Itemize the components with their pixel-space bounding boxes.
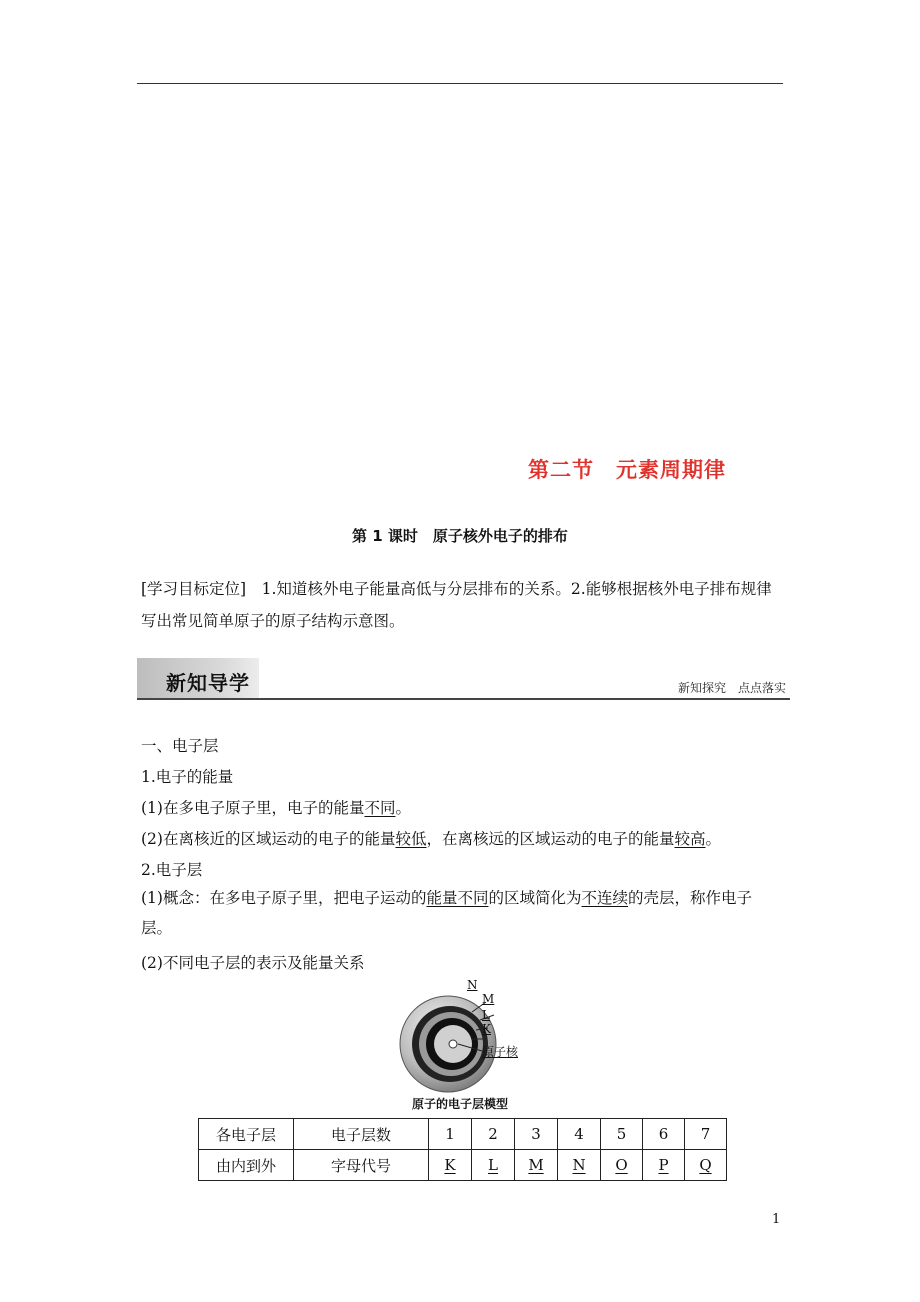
text: ，在离核远的区域运动的电子的能量 xyxy=(426,830,675,848)
row-label: 字母代号 xyxy=(294,1150,429,1181)
electron-shell-model-figure xyxy=(396,980,526,1098)
row-label: 电子层数 xyxy=(294,1119,429,1150)
atom-shell-diagram xyxy=(396,980,526,1098)
text: (1)在多电子原子里，电子的能量 xyxy=(141,799,365,817)
figure-caption: 原子的电子层模型 xyxy=(411,1097,508,1111)
paragraph-2 xyxy=(141,827,721,849)
goals-label: [学习目标定位] xyxy=(141,580,247,598)
text: 。 xyxy=(705,830,722,848)
shell-label-k: K xyxy=(482,1022,491,1036)
text: 的壳层，称作电子层。 xyxy=(141,889,753,937)
page-number: 1 xyxy=(772,1212,781,1227)
nucleus-label: 原子核 xyxy=(482,1045,519,1059)
banner-subtitle: 新知探究 点点落实 xyxy=(677,681,786,695)
table-cell: 1 xyxy=(429,1119,472,1150)
table-cell: 6 xyxy=(643,1119,685,1150)
learning-goals xyxy=(141,573,781,637)
table-cell: P xyxy=(643,1150,685,1181)
text: (1)概念：在多电子原子里，把电子运动的 xyxy=(141,889,427,907)
paragraph-4: (2)不同电子层的表示及能量关系 xyxy=(141,954,365,972)
fill-answer: 不同 xyxy=(364,799,396,817)
electron-shell-table xyxy=(198,1118,727,1181)
subheading-electron-shell: 2.电子层 xyxy=(141,861,203,879)
header-rule xyxy=(137,83,783,84)
lesson-title: 第 1 课时 原子核外电子的排布 xyxy=(352,527,568,545)
text: 的区域简化为 xyxy=(488,889,582,907)
goals-text: 1.知道核外电子能量高低与分层排布的关系。2.能够根据核外电子排布规律写出常见简单原子的原子结构示意图。 xyxy=(141,580,772,630)
table-cell: 7 xyxy=(685,1119,727,1150)
table-cell: K xyxy=(429,1150,472,1181)
table-cell: Q xyxy=(685,1150,727,1181)
fill-answer: 能量不同 xyxy=(426,889,489,907)
table-cell: 5 xyxy=(601,1119,643,1150)
fill-answer: 较高 xyxy=(674,830,706,848)
shell-label-m: M xyxy=(482,992,495,1006)
text: 。 xyxy=(395,799,411,817)
section-title: 第二节 元素周期律 xyxy=(528,458,726,482)
shell-label-l: L xyxy=(482,1008,490,1022)
heading-electron-shells: 一、电子层 xyxy=(141,737,219,755)
shell-label-n: N xyxy=(467,978,478,992)
paragraph-1 xyxy=(141,796,411,818)
table-cell: N xyxy=(558,1150,601,1181)
banner-title: 新知导学 xyxy=(166,671,250,695)
table-cell: 2 xyxy=(472,1119,515,1150)
table-cell: L xyxy=(472,1150,515,1181)
fill-answer: 不连续 xyxy=(581,889,629,907)
row-header: 各电子层 xyxy=(199,1119,294,1150)
table-cell: M xyxy=(515,1150,558,1181)
subheading-electron-energy: 1.电子的能量 xyxy=(141,768,234,786)
table-cell: 3 xyxy=(515,1119,558,1150)
section-banner xyxy=(137,658,790,701)
table-cell: 4 xyxy=(558,1119,601,1150)
banner-rule xyxy=(137,698,790,700)
fill-answer: 较低 xyxy=(395,830,427,848)
table-row xyxy=(199,1150,727,1181)
paragraph-3 xyxy=(141,883,781,943)
text: (2)在离核近的区域运动的电子的能量 xyxy=(141,830,396,848)
row-header: 由内到外 xyxy=(199,1150,294,1181)
table-cell: O xyxy=(601,1150,643,1181)
table-row xyxy=(199,1119,727,1150)
